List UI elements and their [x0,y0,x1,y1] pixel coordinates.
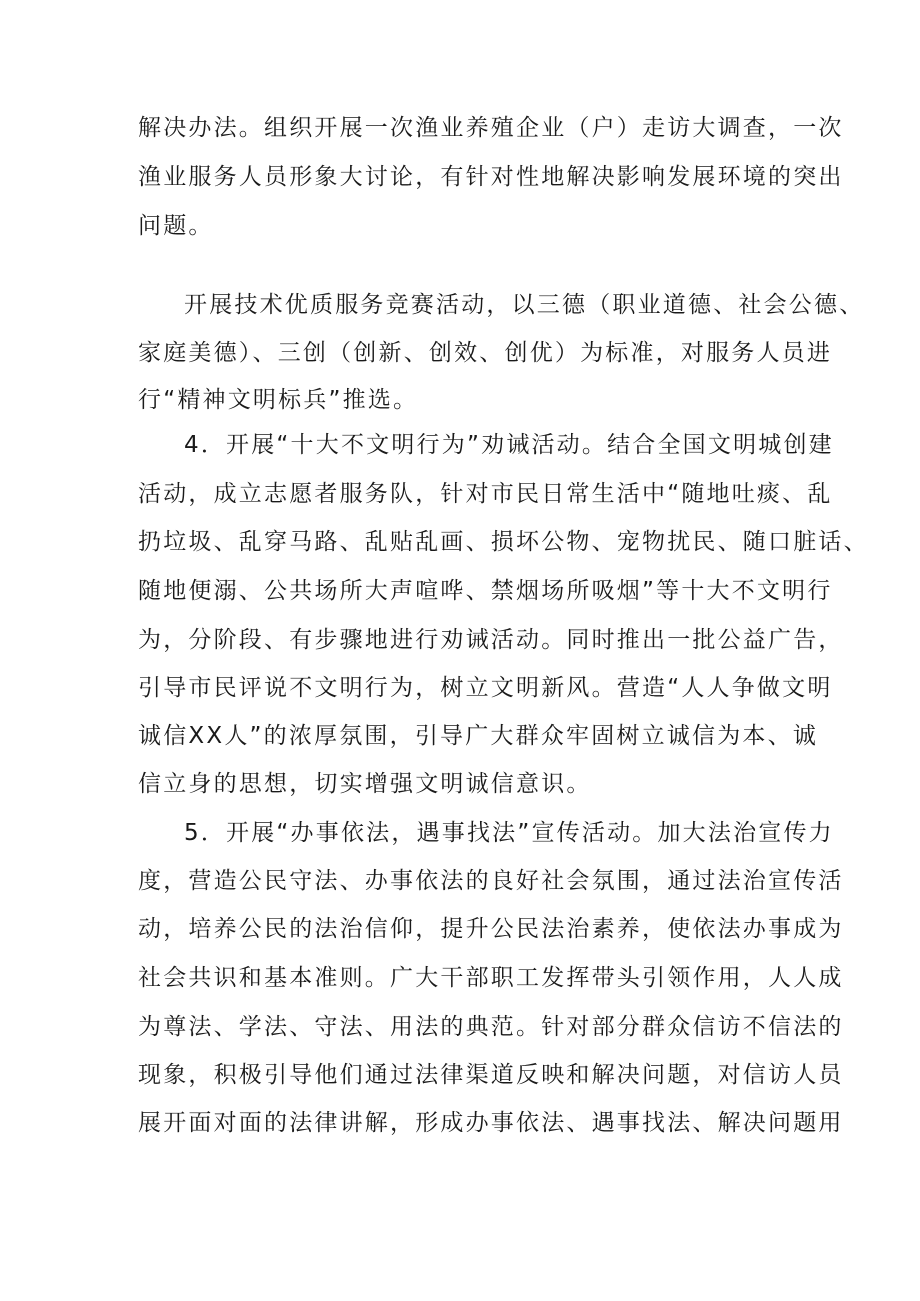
text-line: 开展技术优质服务竞赛活动，以三德（职业道德、社会公德、 [184,292,865,318]
text-line: 展开面对面的法律讲解，形成办事依法、遇事找法、解决问题用 [138,1110,844,1136]
text-line: 5．开展“办事依法，遇事找法”宣传活动。加大法治宣传力 [184,820,834,846]
text-line: 为尊法、学法、守法、用法的典范。针对部分群众信访不信法的 [138,1014,844,1040]
text-line: 信立身的思想，切实增强文明诚信意识。 [138,771,592,797]
text-line: 社会共识和基本准则。广大干部职工发挥带头引领作用，人人成 [138,965,844,991]
text-line: 现象，积极引导他们通过法律渠道反映和解决问题，对信访人员 [138,1062,844,1088]
text-line: 家庭美德）、三创（创新、创效、创优）为标准，对服务人员进 [138,340,833,366]
text-line: 随地便溺、公共场所大声喧哗、禁烟场所吸烟”等十大不文明行 [138,578,833,604]
text-line: 4．开展“十大不文明行为”劝诫活动。结合全国文明城创建 [184,432,834,458]
text-line: 扔垃圾、乱穿马路、乱贴乱画、损坏公物、宠物扰民、随口脏话、 [138,529,869,555]
text-line: 行“精神文明标兵”推选。 [138,387,419,413]
text-line: 解决办法。组织开展一次渔业养殖企业（户）走访大调查，一次 [138,115,844,141]
text-line: 渔业服务人员形象大讨论，有针对性地解决影响发展环境的突出 [138,164,844,190]
text-line: 为，分阶段、有步骤地进行劝诫活动。同时推出一批公益广告， [138,627,844,653]
text-line: 问题。 [138,213,214,239]
text-line: 活动，成立志愿者服务队，针对市民日常生活中“随地吐痰、乱 [138,481,833,507]
text-line: 动，培养公民的法治信仰，提升公民法治素养，使依法办事成为 [138,916,844,942]
text-line: 引导市民评说不文明行为，树立文明新风。营造“人人争做文明 [138,675,833,701]
text-line: 诚信XX人”的浓厚氛围，引导广大群众牢固树立诚信为本、诚 [138,723,819,749]
text-line: 度，营造公民守法、办事依法的良好社会氛围，通过法治宣传活 [138,868,844,894]
